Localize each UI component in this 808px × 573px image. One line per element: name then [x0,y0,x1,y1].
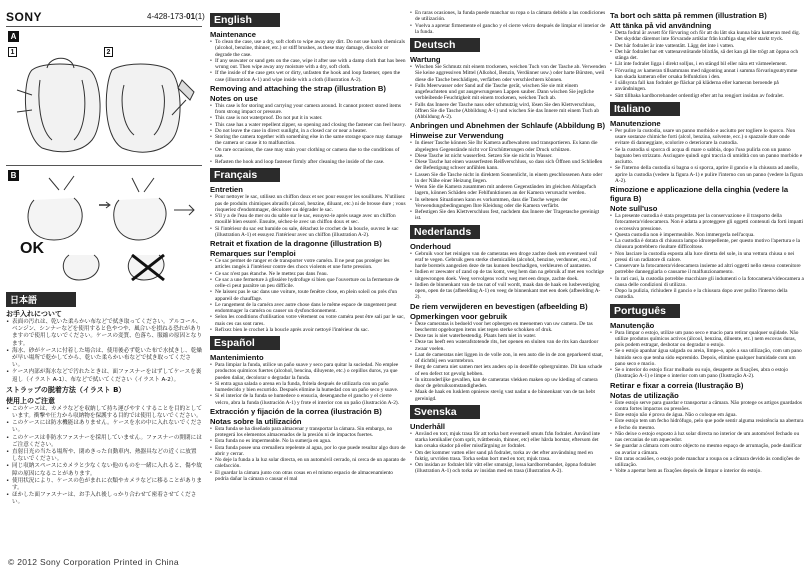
list-item: • 使用状況により、ケースの色がまれに衣類やカメラなどに移ることがあります。 [6,478,202,492]
dutch-heading-strap: De riem verwijderen en bevestigen (afbeelding B) [410,301,588,311]
list-item: • This case is for storing and carrying your camera around. It cannot protect stored items from strong impact or pressure. [210,103,406,116]
header-divider [6,26,202,27]
list-item: • La presente custodia è stata progettata per la conservazione e il trasporto della fotocamera/videocamera. Non è adatta a proteggere gli oggetti contenuti da forti impatti o eccessiva pressione. [610,213,804,232]
portuguese-maintenance-list [610,330,804,380]
list-item: • Em raras ocasiões, o estojo pode manchar a roupa ou a câmara devido às condições de utilização. [610,456,804,469]
list-item: • このケースは、カメラなどを収納して持ち運びやすくすることを目的としています。衝撃や圧力から収納物を保護する目的では使用しないでください。 [6,406,202,420]
list-item: • 海水、砂がケースに付着した場合は、使用後必ず乾いた布で水拭きし、乾燥が早い場所で乾かしてから、乾いた柔らかい布などで拭き取ってください。 [6,348,202,370]
list-item: • Ne laissez pas le sac dans une voiture, toute fenêtre close, en plein soleil ou près d'un appareil de chauffage. [210,289,406,302]
list-item: • ケース内部が海水などで汚れたときは、面ファスナーをはずしてケースを裏返し（イラスト A-1）、布などで拭いてください（イラスト A-2）。 [6,369,202,383]
figure-a-step-1: 1 [8,47,17,57]
list-item: • Se o interior do estojo ficar molhado ou sujo, desaperte as fixações, abra o estojo (Ilustração A-1) e limpe o interior com um pano (Ilustração A-2). [610,367,804,380]
dutch-title: Nederlands [410,225,480,239]
list-item: • Falls das Innere der Tasche nass oder schmutzig wird, lösen Sie den Klettverschluss, öffnen Sie die Tasche (Abbildung A-1) und wischen Sie das Innere mit einem Tuch ab (Abbildung A-2). [410,102,606,121]
list-item: • Wenn Sie die Kamera zusammen mit anderen Gegenständen im gleichen Ablagefach lagern, können Schäden oder Fehlfunktionen an der Kamera verursacht werden. [410,184,606,197]
swedish-notes-list [610,30,804,99]
list-item: • 表面の汚れは、乾いた柔らかい布などで拭き取ってください。アルコール、ベンジン、シンナーなどを使用すると色やつや、風合いを損ねる恐れがありますので使用しないでください。ケースの変質、色落ち、服縮の原因となります。 [6,319,202,348]
list-item: • Lassen Sie die Tasche nicht in direktem Sonnenlicht, in einem geschlossenen Auto oder in der Nähe einer Heizung liegen. [410,172,606,185]
list-item: • Ce sac a une fermeture à glissière hydrofuge si bien que l'ouverture ou la fermeture de celle-ci peut paraître un peu difficile. [210,277,406,290]
list-item: • S'il y a de l'eau de mer ou du sable sur le sac, essuyez-le après usage avec un chiffon mouillé bien essoré. Ensuite, séchez-le avec un chiffon doux et sec. [210,213,406,226]
swedish-heading-notes: Att tänka på vid användning [610,21,712,30]
spanish-notes-list [210,426,406,482]
spanish-title: Español [210,336,280,350]
spanish-heading-notes: Notas sobre la utilización [210,416,302,426]
section-japanese [6,290,202,507]
figure-divider [6,165,202,166]
spanish-heading-maintenance: Mantenimiento [210,353,264,362]
list-item: • Para limpar o estojo, utilize um pano seco e macio para retirar qualquer sujidade. Não utilize produtos químicos activos (álcool, benzina, diluente, etc.) nem escovas duras, pois podem estragar, desbotar ou degradar o estojo. [610,330,804,349]
list-item: • Om insidan av fodralet blir vått eller smutsigt, lossa kardborrebandet, öppna fodralet (illustration A-1) och torka av insidan med en trasa (illustration A-2). [410,462,606,475]
list-item: • Si el interior de la funda se humedece o ensucia, desenganche el gancho y el cierre velcro, abra la funda (ilustración A-1) y frote el interior con un paño (ilustración A-2). [210,393,406,406]
list-item: • Questa custodia non è impermeabile. Non immergerla nell'acqua. [610,232,804,238]
list-item: • Este estojo serve para guardar e transportar a câmara. Não protege os artigos guardados contra fortes impactos ou pressões. [610,400,804,413]
list-item: • このケースは非防水ファスナーを採用していません。ファスナーの開閉にはご注意ください。 [6,435,202,449]
swedish-heading-strap: Ta bort och sätta på remmen (illustration B) [610,11,767,20]
list-item: • Falls Meerwasser oder Sand auf die Tasche gerät, wischen Sie sie mit einem angefeuchteten und gut ausgewrungenen Lappen sauber. Dann wischen Sie jegliche verbleibende Feuchtigkeit mit einem trockenen, weichen Tuch ab. [410,83,606,102]
list-item: • This case has a water repellent zipper, so opening and closing the fastener can feel heavy. [210,122,406,128]
german-title: Deutsch [410,38,480,52]
french-heading-notes: Remarques sur l'emploi [210,249,296,258]
figure-b-ok-label: OK [20,240,44,257]
portuguese-notes-list [610,400,804,475]
list-item: • Refasten the hook and loop fastener firmly after cleaning the inside of the case. [210,159,406,165]
figure-a-illustration [12,40,202,160]
figure-a-label: A [8,31,19,42]
dutch-maintenance-list [410,251,606,301]
portuguese-title: Português [610,304,680,318]
list-item: • Este estojo tem um fecho hidrófugo, pelo que pode sentir alguma resistência na abertura e fecho do mesmo. [610,418,804,431]
english-title: English [210,13,280,27]
list-item: • Se la custodia si sporca di acqua di mare o sabbia, dopo l'uso pulirla con un panno bagnato ben strizzato. Asciugare quindi ogni traccia di umidità con un panno morbido e asciutto. [610,147,804,166]
list-item: • Do not leave the case in direct sunlight, in a closed car or near a heater. [210,128,406,134]
list-item: • If any seawater or sand gets on the case, wipe it after use with a damp cloth that has been wrung out. Then wipe away any moisture with a dry, soft cloth. [210,58,406,71]
japanese-maintenance-list [6,319,202,384]
list-item: • In seltenen Situationen kann es vorkommen, dass die Tasche wegen der Verwendungsbedingungen Ihre Kleidung oder die Kamera verfärbt. [410,197,606,210]
list-item: • Om det kommer vatten eller sand på fodralet, torka av det efter användning med en fuktig, urvriden trasa. Torka sedan bort med en torr, mjuk trasa. [410,450,606,463]
swedish-maintenance-list [410,431,606,475]
list-item: • Para limpiar la funda, utilice un paño suave y seco para quitar la suciedad. No emplee productos químicos fuertes (alcohol, bencina, diluyente, etc.) o cepillos duros, ya que pueden dañar, decolorar o degradar la funda. [210,362,406,381]
english-heading-notes: Notes on use [210,93,258,103]
french-title: Français [210,168,280,182]
list-item: • Deze tas is niet waterbestendig. Plaats hem niet in water. [410,333,606,339]
list-item: • Befestigen Sie den Klettverschluss fest, nachdem das Innere der Tragetasche gereinigt ist. [410,209,606,222]
list-item: • Wischen Sie Schmutz mit einem trockenen, weichen Tuch von der Tasche ab. Verwenden Sie keine aggressiven Mittel (Alkohol, Benzin, Verdünner usw.) oder harte Bürsten, weil diese die Tasche beschädigen, verfärben oder verschlechtern können. [410,64,606,83]
list-item: • In dieser Tasche können Sie Ihr Kamera aufbewahren und transportieren. Es kann die abgelegten Gegenstände nicht vor Erschütterungen oder Druck schützen. [410,140,606,153]
dutch-notes-list [410,321,606,402]
english-heading-strap: Removing and attaching the strap (illustration B) [210,83,386,93]
english-heading-maintenance: Maintenance [210,30,256,39]
italian-heading-notes: Note sull'uso [610,204,658,213]
list-item: • Ce sac n'est pas étanche. Ne le mettez pas dans l'eau. [210,271,406,277]
japanese-heading-notes: 使用上のご注意 [6,396,55,405]
list-item: • Det här fodralet är inte vattentätt. Lägg det inte i vatten. [610,43,804,49]
list-item: • Volte a apertar bem as fixações depois de limpar o interior do estojo. [610,468,804,474]
list-item: • Pour nettoyer le sac, utilisez un chiffon doux et sec pour essuyer les souillures. N'utilisez pas de produits chimiques abrasifs (alcool, benzine, diluant, etc.) ni de brosse dure ; vous risqueriez d'endommager, décolorer ou dégrader le sac. [210,194,406,213]
list-item: • Se o estojo apanhar água salgada ou areia, limpe-o, após a sua utilização, com um pano húmido seco que tenha sido espremido. Depois, elimine qualquer humidade com um pano seco e macio. [610,348,804,367]
list-item: • Laat de cameratas niet liggen in de volle zon, in een auto die in de zon geparkeerd staat, of dichtbij een warmtebron. [410,352,606,365]
italian-maintenance-list [610,128,804,184]
list-item: • 同じ収納スペースにカメラと少なくない他のものを一緒に入れると、傷や故障の原因になることがあります。 [6,463,202,477]
english-maintenance-list [210,39,406,83]
list-item: • No deje la funda a la luz solar directa, en un automóvil cerrado, ni cerca de un aparato de calefacción. [210,457,406,470]
list-item: • Não deixe o estojo exposto à luz solar directa no interior de um automóvel fechado ou nas cercanias de um aquecedor. [610,431,804,444]
list-item: • El guardar la cámara junto con otras cosas en el mismo espacio de almacenamiento podría dañar la cámara o causar el mal [210,470,406,483]
list-item: • Deze tas heeft een waterafstotende rits, het openen en sluiten van de rits kan daardoor zwaar voelen. [410,339,606,352]
english-notes-list [210,103,406,166]
list-item: • Esta funda se ha diseñado para almacenar y transportar la cámara. Sin embargo, no protegerá los elementos almacenados de la presión ni de impactos fuertes. [210,426,406,439]
column-4 [610,10,804,568]
list-item: • Selon les conditions d'utilisation votre vêtement ou votre caméra peut être sali par le sac, mais ces cas sont rares. [210,314,406,327]
list-item: • Diese Tasche hat einen wasserfesten Reißverschluss, so dass sich Öffnen und Schließen der Befestigung schwer anfühlen kann. [410,159,606,172]
list-item: • Dopo la pulizia, richiudere il gancio e la chiusura dopo aver pulito l'interno della custodia. [610,288,804,301]
list-item: • Esta funda no es impermeable. No la sumerja en agua. [210,438,406,444]
italian-heading-maintenance: Manutenzione [610,118,661,128]
list-item: • Conservare la fotocamera/videocamera insieme ad altri oggetti nello stesso contenitore potrebbe danneggiarla o causarne il malfunzionamento. [610,263,804,276]
list-item: • Indien er zeewater of zand op de tas komt, veeg hem dan na gebruik af met een vochtige uitgewrongen doek. Veeg vervolgens vocht weg met een droge, zachte doek. [410,269,606,282]
list-item: • Vuelva a apretar firmemente el gancho y el cierre velcro después de limpiar el interior de la funda. [410,23,606,36]
list-item: • Gebruik voor het reinigen van de cameratas een droge zachte doek om eventueel vuil eraf te vegen. Gebruik geen sterke chemicaliën (alcohol, benzine, verdunner, enz.) of harde borstels aangezien deze de tas kunnen beschadigen, verkleuren of aantasten. [410,251,606,270]
list-item: • Berg de camera niet samen met iets anders op in dezelfde opbergruimte. Dit kan schade of een defect tot gevolg hebben. [410,364,606,377]
japanese-notes-list [6,406,202,507]
list-item: • Använd en torr, mjuk trasa för att torka bort eventuell smuts från fodralet. Använd inte starka kemikalier (som sprit, tvättbensin, thinner, etc) eller hårda borstar, eftersom det kan orsaka skador på eller missfärgning av fodralet. [410,431,606,450]
swedish-heading-maintenance: Underhåll [410,421,446,431]
list-item: • Förvaring av kameran tillsammans med någonting annat i samma förvaringsutrymme kan skada kameran eller orsaka felfunktion i den. [610,68,804,81]
japanese-heading-maintenance: お手入れについて [6,310,62,318]
japanese-heading-strap: ストラップの脱着方法（イラスト B） [6,385,126,394]
portuguese-heading-strap: Retirar e fixar a correia (Ilustração B) [610,380,744,390]
french-notes-list [210,258,406,333]
german-notes-list [410,140,606,221]
list-item: • On rare occasions, the case may stain your clothing or camera due to the conditions of use. [210,147,406,160]
column-2 [210,10,406,568]
spanish-maintenance-list [210,362,406,406]
list-item: • Se l'interno della custodia si bagna o si sporca, aprire il gancio e la chiusura ad anello, aprire la custodia (vedere la figura A-1) e pulire l'interno con un panno (vedere la figura A-2). [610,165,804,184]
dutch-heading-notes: Opmerkingen voor gebruik [410,311,508,321]
portuguese-heading-maintenance: Manutenção [610,320,655,330]
list-item: • Indien de binnenkant van de tas nat of vuil wordt, maak dan de haak en lusbevestiging open, open de tas (afbeelding A-1) en veeg de binnenkant met een doek (afbeelding A-2). [410,282,606,301]
list-item: • Se guardar a câmara com outro objecto no mesmo espaço de arrumação, pode danificar ou avariar a câmara. [610,443,804,456]
list-item: • If the inside of the case gets wet or dirty, unfasten the hook and loop fastener, open the case (illustration A-1) and wipe inside with a cloth (illustration A-2). [210,70,406,83]
french-heading-maintenance: Entretien [210,185,243,195]
list-item: • Le rangement de la caméra avec autre chose dans le même espace de rangement peut endommager la caméra ou causer un dysfonctionnement. [210,302,406,315]
list-item: • Diese Tasche ist nicht wasserfest. Setzen Sie sie nicht in Wasser. [410,153,606,159]
figure-b-illustration [14,170,202,285]
list-item: • Det här fodralet har ett vattenavstötande blixtlås, så det kan gå lite trögt att öppna och stänga det. [610,49,804,62]
list-item: • Si entra agua salada o arena en la funda, frótela después de utilizarla con un paño humedecido y bien escurrido. Después elimine la humedad con un paño seco y suave. [210,381,406,394]
german-heading-notes: Hinweise zur Verwendung [410,131,504,141]
list-item: • Per pulire la custodia, usare un panno morbido e asciutto per togliere lo sporco. Non usare sostanze chimiche forti (alcol, benzina, solvente, ecc.) o spazzole dure onde evitare di danneggiare, scolorire o deteriorare la custodia. [610,128,804,147]
list-item: • I sällsynta fall kan fodralet ge fläckar på kläderna eller kameran beroende på användningen. [610,80,804,93]
german-heading-strap: Anbringen und Abnehmen der Schlaufe (Abbildung B) [410,121,606,131]
german-maintenance-list [410,64,606,120]
column-3 [410,10,606,568]
list-item: • Deze cameratas is bedoeld voor het opbergen en meenemen van uw camera. De tas beschermt opgeborgen items niet tegen sterke schokken of druk. [410,321,606,334]
french-heading-strap: Retrait et fixation de la dragonne (illustration B) [210,239,382,248]
list-item: • Refixez bien le crochet à la boucle après avoir nettoyé l'intérieur du sac. [210,327,406,333]
list-item: • ほかした面ファスナーは、お手入れ後しっかり合わせて密着させてください。 [6,492,202,506]
list-item: • Storing the camera together with something else in the same storage space may damage the camera or cause it to malfunction. [210,134,406,147]
list-item: • En raras ocasiones, la funda puede manchar su ropa o la cámara debido a las condiciones de utilización. [410,10,606,23]
swedish-title: Svenska [410,405,480,419]
spanish-heading-strap: Extracción y fijación de la correa (ilustración B) [210,406,382,416]
french-maintenance-list [210,194,406,238]
japanese-title: 日本語 [6,292,76,307]
italian-title: Italiano [610,102,680,116]
figure-a-step-2: 2 [104,47,113,57]
list-item: • Sätt tillbaka kardborrebandet ordentligt efter att ha rengjort insidan av fodralet. [610,93,804,99]
list-item: • This case is not waterproof. Do not put it in water. [210,115,406,121]
spanish-notes-continued [410,10,606,35]
list-item: • Maak de haak en lusklem opnieuw stevig vast nadat u de binnenkant van de tas hebt gereinigd. [410,389,606,402]
list-item: • Non lasciare la custodia esposta alla luce diretta del sole, in una vettura chiusa o nei pressi di un radiatore di calore. [610,251,804,264]
copyright: © 2012 Sony Corporation Printed in China [8,557,179,567]
italian-notes-list [610,213,804,301]
list-item: • このケースには防水機能はありません。ケースを水の中に入れないでください。 [6,420,202,434]
list-item: • Este estojo não é prova de água. Não o coloque em água. [610,412,804,418]
part-number: 4-428-173-01(1) [147,12,205,21]
list-item: • In rari casi, la custodia potrebbe macchiare gli indumenti o la fotocamera/videocamera a causa delle condizioni di utilizzo. [610,276,804,289]
list-item: • Ce sac permet de ranger et de transporter votre caméra. Il ne peut pas protéger les articles rangés à l'intérieur contre des chocs violents et une forte pression. [210,258,406,271]
list-item: • Esta funda posee una cremallera repelente al agua, por lo que puede resultar algo duro de abrir y cerrar. [210,445,406,458]
figure-b-label: B [8,170,19,181]
list-item: • Si l'intérieur du sac est humide ou sale, détachez le crochet de la boucle, ouvrez le sac (illustration A-1) et essuyez l'intérieur avec un chiffon (illustration A-2). [210,226,406,239]
list-item: • La custodia è dotata di chiusura lampo idrorepellente, per questo motivo l'apertura e la chiusura potrebbero risultare difficoltose. [610,238,804,251]
italian-heading-strap: Rimozione e applicazione della cinghia (vedere la figura B) [610,185,789,203]
list-item: • Lät inte fodralet ligga i direkt solljus, i en stängd bil eller nära ett värmeelement. [610,61,804,67]
german-heading-maintenance: Wartung [410,55,441,64]
list-item: • Detta fodral är avsett för förvaring och för att du lätt ska kunna bära kameran med dig. Det skyddar däremot inte förvarade artiklar från kraftiga slag eller starkt tryck. [610,30,804,43]
list-item: • In uitzonderlijke gevallen, kan de cameratas vlekken maken op uw kleding of camera door de gebruiksomstandigheden. [410,377,606,390]
dutch-heading-maintenance: Onderhoud [410,241,451,251]
portuguese-heading-notes: Notas de utilização [610,390,679,400]
brand-logo: SONY [6,10,43,24]
list-item: • 直射日光の当たる場所や、閉めきった自動車内、熱器具などの近くに放置しないでください。 [6,449,202,463]
list-item: • To clean the case, use a dry, soft cloth to wipe away any dirt. Do not use harsh chemicals (alcohol, benzine, thinner, etc.) or stiff brushes, as these may damage, discolor or degrade the case. [210,39,406,58]
